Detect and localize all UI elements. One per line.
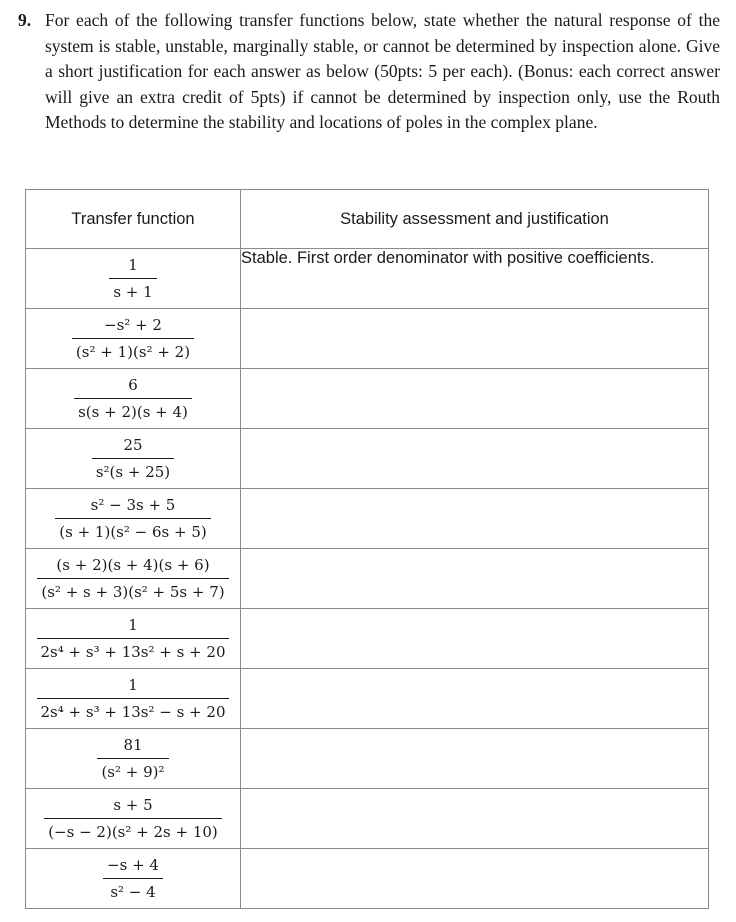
transfer-function-fraction	[103, 855, 163, 902]
transfer-function-cell	[26, 729, 241, 789]
table-header-row	[26, 190, 709, 249]
header-assessment: Stability assessment and justification	[241, 190, 709, 249]
transfer-function-fraction	[92, 435, 174, 482]
assessment-cell[interactable]	[241, 369, 709, 429]
table-row	[26, 549, 709, 609]
assessment-cell[interactable]	[241, 849, 709, 909]
numerator: s + 5	[113, 796, 153, 814]
transfer-function-fraction	[37, 675, 230, 722]
assessment-cell[interactable]	[241, 429, 709, 489]
question-block	[18, 8, 720, 136]
denominator: s + 1	[109, 278, 156, 302]
denominator: 2s⁴ + s³ + 13s² − s + 20	[37, 698, 230, 722]
transfer-function-cell	[26, 489, 241, 549]
assessment-cell[interactable]	[241, 729, 709, 789]
table-row	[26, 369, 709, 429]
transfer-function-fraction	[97, 735, 168, 782]
transfer-function-fraction	[55, 495, 210, 542]
transfer-function-cell	[26, 849, 241, 909]
assessment-cell[interactable]	[241, 549, 709, 609]
numerator: 1	[128, 616, 138, 634]
transfer-function-cell	[26, 789, 241, 849]
transfer-function-cell	[26, 369, 241, 429]
assessment-cell[interactable]	[241, 669, 709, 729]
transfer-function-fraction	[74, 375, 192, 422]
numerator: −s² + 2	[104, 316, 162, 334]
assessment-cell[interactable]: Stable. First order denominator with positive coefficients.	[241, 249, 709, 309]
assessment-cell[interactable]	[241, 789, 709, 849]
transfer-function-cell	[26, 249, 241, 309]
transfer-function-table	[25, 189, 709, 909]
transfer-function-cell	[26, 549, 241, 609]
assessment-cell[interactable]	[241, 489, 709, 549]
assessment-cell[interactable]	[241, 309, 709, 369]
transfer-function-fraction	[44, 795, 222, 842]
transfer-function-fraction	[37, 555, 228, 602]
table-row	[26, 489, 709, 549]
denominator: 2s⁴ + s³ + 13s² + s + 20	[37, 638, 230, 662]
question-number: 9.	[18, 10, 32, 30]
transfer-function-cell	[26, 609, 241, 669]
denominator: (s² + s + 3)(s² + 5s + 7)	[37, 578, 228, 602]
denominator: (s² + 1)(s² + 2)	[72, 338, 194, 362]
transfer-function-fraction	[72, 315, 194, 362]
table-row	[26, 609, 709, 669]
table-row	[26, 849, 709, 909]
denominator: s(s + 2)(s + 4)	[74, 398, 192, 422]
numerator: 25	[123, 436, 143, 454]
numerator: 1	[128, 256, 138, 274]
question-text: For each of the following transfer functions below, state whether the natural response of the system is stable, unstable, marginally stable, or cannot be determined by inspection alone. Give a short justification for each answer as below (50pts: 5 per each). (Bonus: each correct answer will give an extra credit of 5pts) if cannot be determined by inspection only, use the Routh Methods to determine the stability and locations of poles in the complex plane.	[45, 10, 720, 132]
denominator: (s + 1)(s² − 6s + 5)	[55, 518, 210, 542]
numerator: −s + 4	[107, 856, 159, 874]
table-row	[26, 789, 709, 849]
denominator: s² − 4	[103, 878, 163, 902]
denominator: (s² + 9)²	[97, 758, 168, 782]
transfer-function-cell	[26, 429, 241, 489]
table-body	[26, 249, 709, 909]
numerator: 6	[128, 376, 138, 394]
table-row	[26, 729, 709, 789]
table-row	[26, 309, 709, 369]
transfer-function-fraction	[109, 255, 156, 302]
table-row	[26, 429, 709, 489]
numerator: 81	[123, 736, 143, 754]
denominator: (−s − 2)(s² + 2s + 10)	[44, 818, 222, 842]
numerator: 1	[128, 676, 138, 694]
header-transfer-function: Transfer function	[26, 190, 241, 249]
numerator: s² − 3s + 5	[90, 496, 176, 514]
transfer-function-cell	[26, 669, 241, 729]
assessment-cell[interactable]	[241, 609, 709, 669]
numerator: (s + 2)(s + 4)(s + 6)	[56, 556, 210, 574]
table-row	[26, 249, 709, 309]
transfer-function-cell	[26, 309, 241, 369]
transfer-function-fraction	[37, 615, 230, 662]
table-row	[26, 669, 709, 729]
denominator: s²(s + 25)	[92, 458, 174, 482]
